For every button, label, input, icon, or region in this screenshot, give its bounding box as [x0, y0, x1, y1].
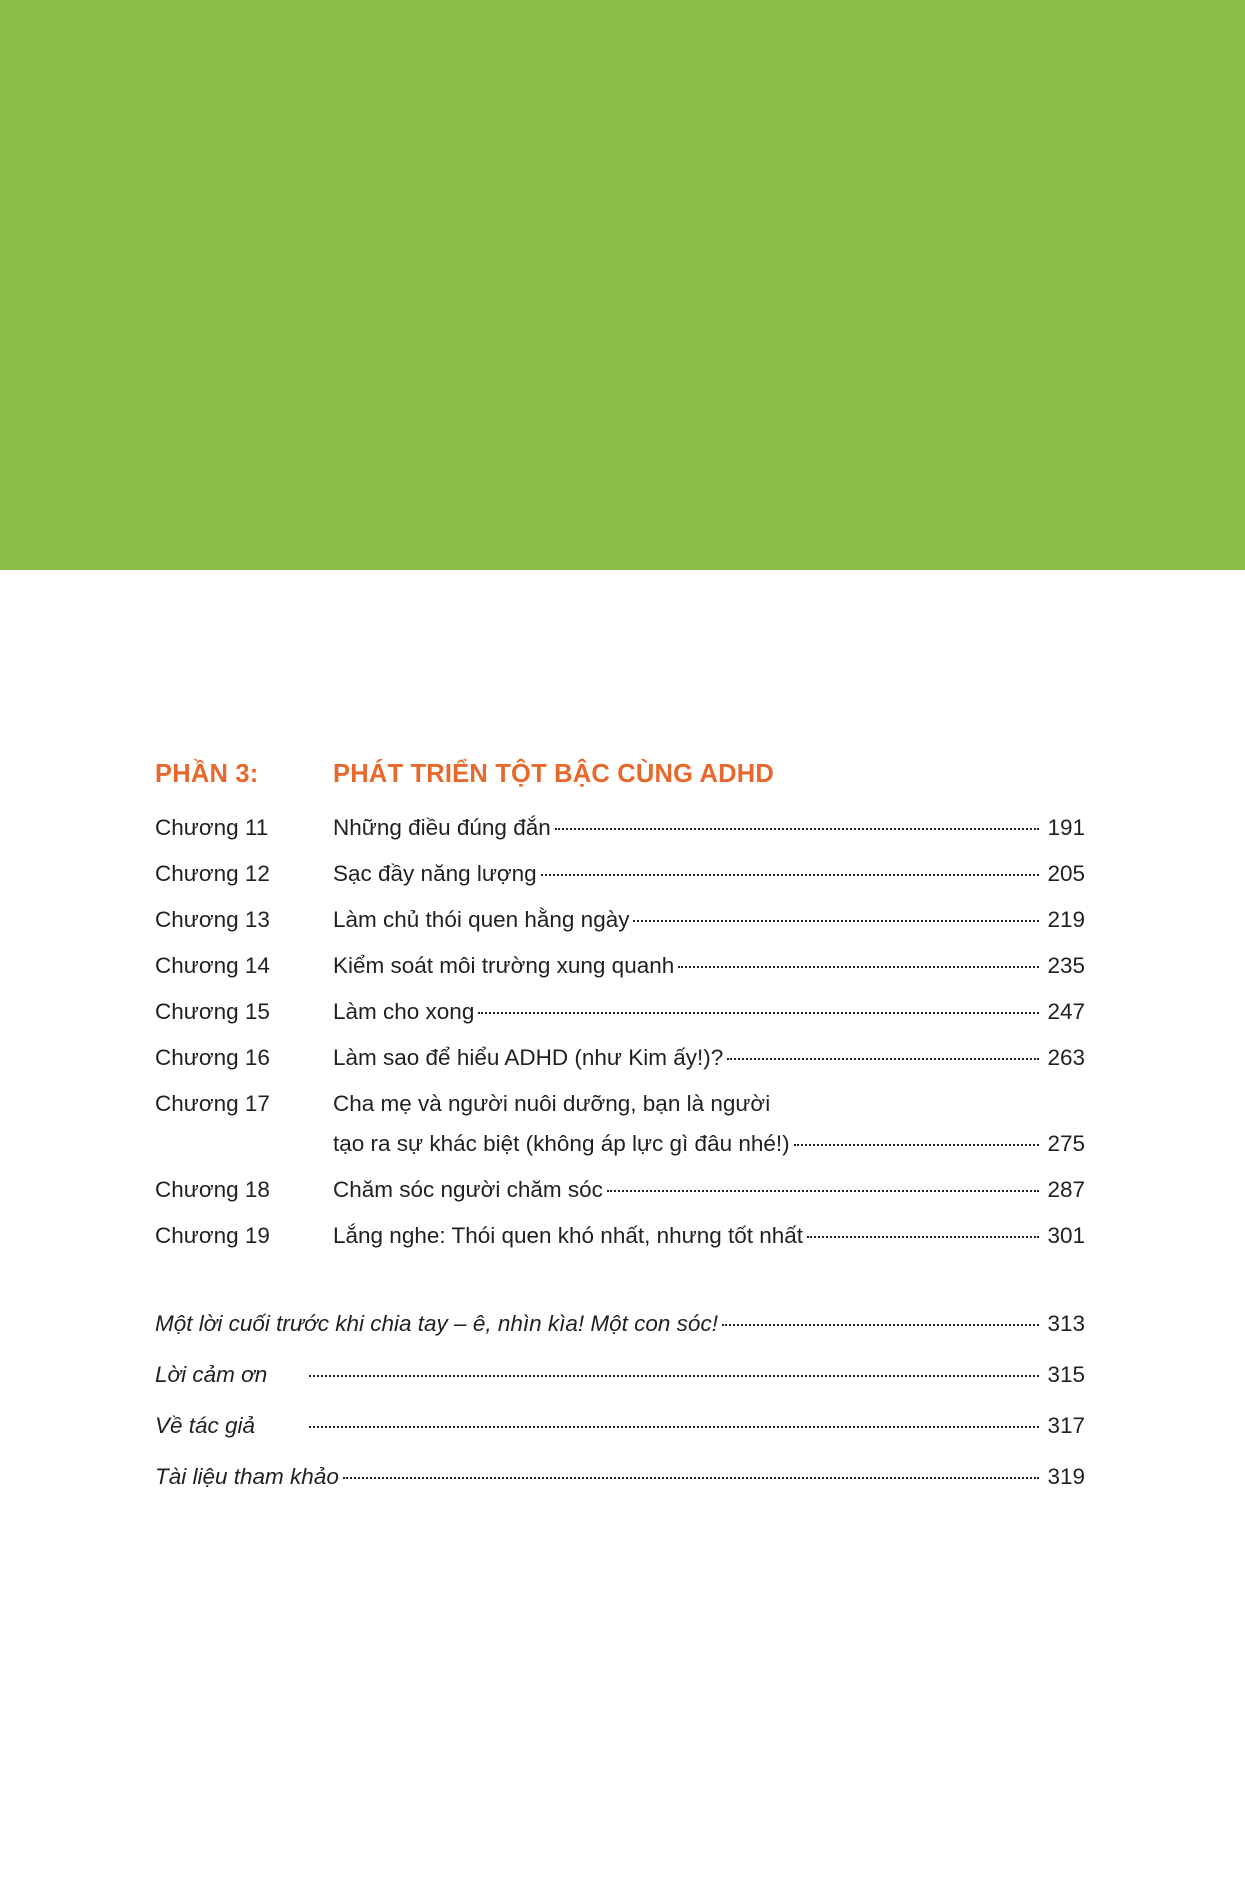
chapter-label: Chương 18 — [155, 1177, 270, 1202]
entry-title-line-1: Cha mẹ và người nuôi dưỡng, bạn là người — [333, 1091, 771, 1116]
entry-title: Làm cho xong — [333, 999, 475, 1024]
entry-title: Tài liệu tham khảo — [155, 1464, 339, 1489]
entry-title-wrap — [333, 1091, 1085, 1157]
table-of-contents — [155, 760, 1085, 1515]
toc-entry[interactable] — [155, 1223, 1085, 1249]
part-header — [155, 760, 1085, 789]
page-number: 205 — [1047, 861, 1085, 886]
entry — [333, 1223, 1085, 1249]
entry-title-line-2: tạo ra sự khác biệt (không áp lực gì đâu nhé!) — [333, 1131, 790, 1156]
page-number: 275 — [1047, 1131, 1085, 1156]
back-matter-entry[interactable] — [155, 1362, 1085, 1388]
back-matter-entry[interactable] — [155, 1311, 1085, 1337]
entry-title: Những điều đúng đắn — [333, 815, 551, 840]
entry — [333, 907, 1085, 933]
entry-title: Một lời cuối trước khi chia tay – ê, nhìn kìa! Một con sóc! — [155, 1311, 718, 1336]
chapter-label: Chương 14 — [155, 953, 270, 978]
page-number: 287 — [1047, 1177, 1085, 1202]
chapter-label: Chương 15 — [155, 999, 270, 1024]
page-number: 313 — [1047, 1311, 1085, 1336]
page-number: 219 — [1047, 907, 1085, 932]
page-number: 191 — [1047, 815, 1085, 840]
dot-leader — [555, 828, 1039, 830]
entry — [333, 999, 1085, 1025]
entry-title: Lời cảm ơn — [155, 1362, 268, 1387]
dot-leader — [309, 1375, 1039, 1377]
page-number: 235 — [1047, 953, 1085, 978]
entry-title: Làm sao để hiểu ADHD (như Kim ấy!)? — [333, 1045, 724, 1070]
dot-leader — [343, 1477, 1039, 1479]
entry — [333, 1177, 1085, 1203]
page-number: 319 — [1047, 1464, 1085, 1489]
page-number: 263 — [1047, 1045, 1085, 1070]
entry — [333, 1091, 1085, 1157]
entry — [333, 953, 1085, 979]
toc-entry[interactable] — [155, 815, 1085, 841]
entry-title: Lắng nghe: Thói quen khó nhất, nhưng tốt nhất — [333, 1223, 804, 1248]
decorative-green-band — [0, 0, 1245, 570]
dot-leader — [794, 1144, 1039, 1146]
entry-title: Về tác giả — [155, 1413, 256, 1438]
page-number: 247 — [1047, 999, 1085, 1024]
chapter-label: Chương 12 — [155, 861, 270, 886]
chapter-label: Chương 17 — [155, 1091, 270, 1116]
part-title: PHÁT TRIỂN TỘT BẬC CÙNG ADHD — [333, 760, 774, 788]
back-matter-entry[interactable] — [155, 1464, 1085, 1490]
dot-leader — [678, 966, 1039, 968]
entry-title: Làm chủ thói quen hằng ngày — [333, 907, 630, 932]
entry-title: Chăm sóc người chăm sóc — [333, 1177, 603, 1202]
dot-leader — [722, 1324, 1039, 1326]
chapter-label: Chương 11 — [155, 815, 269, 840]
toc-entry[interactable] — [155, 953, 1085, 979]
dot-leader — [633, 920, 1039, 922]
toc-entry[interactable] — [155, 861, 1085, 887]
back-matter-entry[interactable] — [155, 1413, 1085, 1439]
toc-entry[interactable] — [155, 907, 1085, 933]
page-number: 315 — [1047, 1362, 1085, 1387]
dot-leader — [807, 1236, 1039, 1238]
page-number: 301 — [1047, 1223, 1085, 1248]
toc-entry[interactable] — [155, 1177, 1085, 1203]
chapter-label: Chương 19 — [155, 1223, 270, 1248]
entry — [333, 861, 1085, 887]
entry-title: Kiểm soát môi trường xung quanh — [333, 953, 675, 978]
dot-leader — [727, 1058, 1039, 1060]
entry — [333, 815, 1085, 841]
toc-entry[interactable] — [155, 1045, 1085, 1071]
dot-leader — [607, 1190, 1039, 1192]
dot-leader — [541, 874, 1039, 876]
entry — [333, 1045, 1085, 1071]
dot-leader — [309, 1426, 1039, 1428]
dot-leader — [478, 1012, 1039, 1014]
entry-title: Sạc đầy năng lượng — [333, 861, 537, 886]
chapter-label: Chương 16 — [155, 1045, 270, 1070]
chapter-label: Chương 13 — [155, 907, 270, 932]
entry-title-line-2-row — [333, 1131, 1085, 1157]
toc-entry[interactable] — [155, 999, 1085, 1025]
back-matter — [155, 1311, 1085, 1490]
part-label: PHẦN 3: — [155, 760, 259, 788]
toc-entry[interactable] — [155, 1091, 1085, 1157]
page-number: 317 — [1047, 1413, 1085, 1438]
